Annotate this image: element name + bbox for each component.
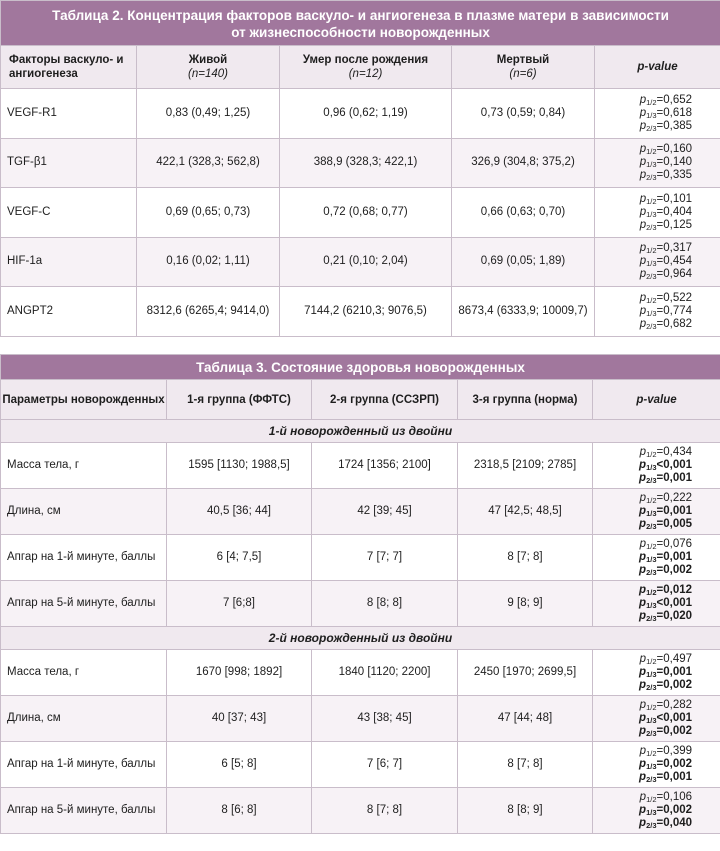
- value-group-1: 8 [6; 8]: [167, 788, 312, 834]
- p-value-number: =0,001: [656, 551, 693, 563]
- column-header-stillborn-label: Мертвый: [496, 54, 550, 66]
- p-value-number: =0,002: [656, 804, 693, 816]
- p-value-line: $p_{1/2}=0,101$: [639, 192, 693, 206]
- parameter-name: Апгар на 5-й минуте, баллы: [1, 788, 167, 834]
- p-value-line: $p_{1/2}=0,497$: [639, 653, 693, 666]
- column-header-p-value: p-value: [595, 46, 720, 89]
- column-header-stillborn: [452, 46, 595, 89]
- table-2-title-line-2: от жизнеспособности новорожденных: [231, 24, 490, 40]
- p-value-comparison: 1/3: [646, 110, 657, 120]
- value-stillborn: 0,66 (0,63; 0,70): [452, 188, 595, 238]
- p-value-number: =0,125: [656, 218, 693, 231]
- p-value-number: =0,002: [656, 564, 693, 576]
- value-alive: 0,16 (0,02; 1,11): [137, 237, 280, 287]
- p-value-comparison: 1/2: [646, 542, 657, 551]
- value-group-2: 1724 [1356; 2100]: [312, 443, 458, 489]
- p-value-line: $p_{2/3}=0,020$: [639, 610, 693, 623]
- table-3: [0, 354, 720, 834]
- p-value-line: $p_{2/3}=0,001$: [639, 472, 693, 485]
- p-value-number: =0,106: [656, 791, 693, 803]
- p-value-number: =0,076: [656, 538, 693, 550]
- p-value-number: =0,002: [656, 679, 693, 691]
- value-group-1: 40 [37; 43]: [167, 696, 312, 742]
- p-value-comparison: 1/2: [646, 588, 657, 597]
- value-group-1: 1670 [998; 1892]: [167, 650, 312, 696]
- p-value-line: $p_{2/3}=0,385$: [639, 119, 693, 133]
- p-value-cell: [593, 581, 720, 627]
- p-value-number: =0,002: [656, 758, 693, 770]
- value-group-1: 7 [6;8]: [167, 581, 312, 627]
- parameter-name: Апгар на 1-й минуте, баллы: [1, 742, 167, 788]
- p-value-number: =0,385: [656, 119, 693, 132]
- column-header-p-value: p-value: [593, 380, 720, 420]
- parameter-name: Масса тела, г: [1, 650, 167, 696]
- p-value-comparison: 1/2: [646, 246, 657, 256]
- value-died-after-birth: 7144,2 (6210,3; 9076,5): [280, 287, 452, 337]
- parameter-name: Длина, см: [1, 696, 167, 742]
- section-title: 1-й новорожденный из двойни: [1, 420, 720, 443]
- value-group-2: 8 [8; 8]: [312, 581, 458, 627]
- value-alive: 8312,6 (6265,4; 9414,0): [137, 287, 280, 337]
- value-group-2: 42 [39; 45]: [312, 489, 458, 535]
- p-value-number: =0,774: [656, 304, 693, 317]
- p-value-number: <0,001: [656, 597, 693, 609]
- value-alive: 422,1 (328,3; 562,8): [137, 138, 280, 188]
- p-value-line: $p_{1/3}=0,774$: [639, 304, 693, 318]
- p-value-comparison: 2/3: [646, 568, 657, 577]
- parameter-name: Длина, см: [1, 489, 167, 535]
- column-header-group-1: 1-я группа (ФФТС): [167, 380, 312, 420]
- value-stillborn: 326,9 (304,8; 375,2): [452, 138, 595, 188]
- value-stillborn: 0,69 (0,05; 1,89): [452, 237, 595, 287]
- table-row: [1, 287, 720, 337]
- p-value-comparison: 2/3: [646, 683, 657, 692]
- p-value-comparison: 2/3: [646, 821, 657, 830]
- table-row: [1, 535, 720, 581]
- section-row: [1, 627, 720, 650]
- value-group-1: 1595 [1130; 1988,5]: [167, 443, 312, 489]
- column-header-stillborn-n: (n=6): [509, 68, 537, 80]
- p-value-comparison: 1/3: [646, 509, 657, 518]
- p-value-number: =0,317: [656, 242, 693, 255]
- p-value-number: <0,001: [656, 459, 693, 471]
- p-value-cell: [595, 237, 720, 287]
- p-value-number: =0,652: [656, 93, 693, 106]
- value-group-1: 6 [5; 8]: [167, 742, 312, 788]
- p-value-line: $p_{1/2}=0,076$: [639, 538, 693, 551]
- factor-name: ANGPT2: [1, 287, 137, 337]
- p-value-number: =0,005: [656, 518, 693, 530]
- p-value-line: $p_{1/2}=0,160$: [639, 143, 693, 157]
- p-value-line: $p_{2/3}=0,125$: [639, 218, 693, 232]
- column-header-alive-label: Живой: [188, 54, 228, 66]
- table-row: [1, 696, 720, 742]
- p-value-number: =0,140: [656, 156, 693, 169]
- p-value-cell: [593, 535, 720, 581]
- p-value-line: $p_{1/2}=0,222$: [639, 492, 693, 505]
- table-row: [1, 138, 720, 188]
- p-value-number: <0,001: [656, 712, 693, 724]
- p-value-comparison: 1/3: [646, 670, 657, 679]
- p-value-line: $p_{1/3}<0,001$: [639, 712, 693, 725]
- column-header-alive: [137, 46, 280, 89]
- p-value-line: $p_{1/3}=0,404$: [639, 205, 693, 219]
- p-value-comparison: 2/3: [646, 222, 657, 232]
- p-value-line: $p_{1/3}=0,002$: [639, 758, 693, 771]
- table-row: [1, 489, 720, 535]
- p-value-comparison: 1/2: [646, 703, 657, 712]
- p-value-comparison: 1/2: [646, 196, 657, 206]
- p-value-number: =0,001: [656, 771, 693, 783]
- p-value-number: =0,454: [656, 255, 693, 268]
- column-header-factors: Факторы васкуло- и ангиогенеза: [1, 46, 137, 89]
- p-value-comparison: 1/3: [646, 463, 657, 472]
- value-group-2: 43 [38; 45]: [312, 696, 458, 742]
- p-value-line: $p_{1/2}=0,399$: [639, 745, 693, 758]
- p-value-comparison: 1/2: [646, 657, 657, 666]
- p-value-cell: [595, 188, 720, 238]
- p-value-number: =0,682: [656, 317, 693, 330]
- table-row: [1, 443, 720, 489]
- p-value-line: $p_{1/3}=0,002$: [639, 804, 693, 817]
- p-value-comparison: 1/3: [646, 762, 657, 771]
- p-value-number: =0,020: [656, 610, 693, 622]
- p-value-comparison: 2/3: [646, 123, 657, 133]
- p-value-comparison: 2/3: [646, 272, 657, 282]
- column-header-group-3: 3-я группа (норма): [458, 380, 593, 420]
- p-value-line: $p_{2/3}=0,002$: [639, 725, 693, 738]
- factor-name: VEGF-C: [1, 188, 137, 238]
- p-value-comparison: 2/3: [646, 476, 657, 485]
- value-group-3: 2318,5 [2109; 2785]: [458, 443, 593, 489]
- p-value-comparison: 1/2: [646, 147, 657, 157]
- value-stillborn: 0,73 (0,59; 0,84): [452, 89, 595, 139]
- table-row: [1, 742, 720, 788]
- value-group-3: 47 [44; 48]: [458, 696, 593, 742]
- value-group-2: 8 [7; 8]: [312, 788, 458, 834]
- p-value-line: $p_{2/3}=0,682$: [639, 317, 693, 331]
- p-value-line: $p_{1/3}=0,001$: [639, 505, 693, 518]
- factor-name: TGF-β1: [1, 138, 137, 188]
- table-row: [1, 188, 720, 238]
- table-row: [1, 650, 720, 696]
- p-value-comparison: 1/2: [646, 795, 657, 804]
- p-value-number: =0,335: [656, 169, 693, 182]
- p-value-number: =0,404: [656, 205, 693, 218]
- p-value-cell: [595, 89, 720, 139]
- p-value-comparison: 1/3: [646, 308, 657, 318]
- p-value-line: $p_{1/3}<0,001$: [639, 459, 693, 472]
- value-alive: 0,69 (0,65; 0,73): [137, 188, 280, 238]
- p-value-number: =0,222: [656, 492, 693, 504]
- value-died-after-birth: 0,96 (0,62; 1,19): [280, 89, 452, 139]
- parameter-name: Масса тела, г: [1, 443, 167, 489]
- p-value-line: $p_{2/3}=0,005$: [639, 518, 693, 531]
- p-value-number: =0,002: [656, 725, 693, 737]
- p-value-line: $p_{1/3}=0,454$: [639, 255, 693, 269]
- p-value-line: $p_{1/2}=0,012$: [639, 584, 693, 597]
- p-value-line: $p_{1/2}=0,522$: [639, 291, 693, 305]
- value-group-3: 2450 [1970; 2699,5]: [458, 650, 593, 696]
- value-group-3: 8 [8; 9]: [458, 788, 593, 834]
- p-value-line: $p_{1/3}=0,140$: [639, 156, 693, 170]
- p-value-comparison: 2/3: [646, 173, 657, 183]
- p-value-line: $p_{1/2}=0,317$: [639, 242, 693, 256]
- p-value-number: =0,012: [656, 584, 693, 596]
- p-value-line: $p_{1/3}=0,001$: [639, 666, 693, 679]
- p-value-line: $p_{2/3}=0,335$: [639, 169, 693, 183]
- p-value-number: =0,160: [656, 143, 693, 156]
- p-value-cell: [593, 489, 720, 535]
- value-group-3: 8 [7; 8]: [458, 535, 593, 581]
- p-value-comparison: 1/2: [646, 295, 657, 305]
- column-header-parameters: Параметры новорожденных: [1, 380, 167, 420]
- value-group-2: 1840 [1120; 2200]: [312, 650, 458, 696]
- section-title: 2-й новорожденный из двойни: [1, 627, 720, 650]
- value-died-after-birth: 0,72 (0,68; 0,77): [280, 188, 452, 238]
- p-value-cell: [593, 742, 720, 788]
- p-value-line: $p_{1/2}=0,434$: [639, 446, 693, 459]
- value-died-after-birth: 0,21 (0,10; 2,04): [280, 237, 452, 287]
- p-value-line: $p_{2/3}=0,002$: [639, 679, 693, 692]
- section-row: [1, 420, 720, 443]
- p-value-line: $p_{2/3}=0,002$: [639, 564, 693, 577]
- p-value-number: =0,434: [656, 446, 693, 458]
- value-group-3: 47 [42,5; 48,5]: [458, 489, 593, 535]
- p-value-comparison: 1/2: [646, 496, 657, 505]
- p-value-number: =0,618: [656, 106, 693, 119]
- p-value-comparison: 1/3: [646, 808, 657, 817]
- p-value-cell: [593, 650, 720, 696]
- table-row: [1, 581, 720, 627]
- table-2-title-line-1: Таблица 2. Концентрация факторов васкуло- и ангиогенеза в плазме матери в зависимости: [52, 7, 669, 23]
- parameter-name: Апгар на 1-й минуте, баллы: [1, 535, 167, 581]
- column-header-died-after-birth: [280, 46, 452, 89]
- p-value-cell: [593, 788, 720, 834]
- factor-name: HIF-1a: [1, 237, 137, 287]
- p-value-number: =0,497: [656, 653, 693, 665]
- p-value-line: $p_{1/2}=0,652$: [639, 93, 693, 107]
- p-value-number: =0,001: [656, 472, 693, 484]
- factor-name: VEGF-R1: [1, 89, 137, 139]
- p-value-comparison: 1/3: [646, 259, 657, 269]
- p-value-cell: [595, 287, 720, 337]
- column-header-died-label: Умер после рождения: [302, 54, 429, 66]
- parameter-name: Апгар на 5-й минуте, баллы: [1, 581, 167, 627]
- p-value-number: =0,522: [656, 291, 693, 304]
- value-alive: 0,83 (0,49; 1,25): [137, 89, 280, 139]
- table-row: [1, 788, 720, 834]
- value-group-2: 7 [7; 7]: [312, 535, 458, 581]
- p-value-comparison: 2/3: [646, 522, 657, 531]
- p-value-line: $p_{1/2}=0,106$: [639, 791, 693, 804]
- p-value-number: =0,282: [656, 699, 693, 711]
- p-value-number: =0,040: [656, 817, 693, 829]
- p-value-line: $p_{1/3}<0,001$: [639, 597, 693, 610]
- p-value-line: $p_{2/3}=0,040$: [639, 817, 693, 830]
- table-row: [1, 89, 720, 139]
- p-value-number: =0,001: [656, 666, 693, 678]
- column-header-alive-n: (n=140): [188, 68, 228, 80]
- p-value-line: $p_{1/3}=0,618$: [639, 106, 693, 120]
- p-value-comparison: 2/3: [646, 775, 657, 784]
- p-value-comparison: 1/2: [646, 97, 657, 107]
- value-group-3: 8 [7; 8]: [458, 742, 593, 788]
- value-group-2: 7 [6; 7]: [312, 742, 458, 788]
- p-value-cell: [595, 138, 720, 188]
- value-group-3: 9 [8; 9]: [458, 581, 593, 627]
- value-group-1: 6 [4; 7,5]: [167, 535, 312, 581]
- p-value-comparison: 1/3: [646, 209, 657, 219]
- p-value-comparison: 2/3: [646, 614, 657, 623]
- p-value-comparison: 1/3: [646, 601, 657, 610]
- value-died-after-birth: 388,9 (328,3; 422,1): [280, 138, 452, 188]
- p-value-line: $p_{1/3}=0,001$: [639, 551, 693, 564]
- value-stillborn: 8673,4 (6333,9; 10009,7): [452, 287, 595, 337]
- p-value-comparison: 1/2: [646, 749, 657, 758]
- p-value-cell: [593, 443, 720, 489]
- p-value-comparison: 2/3: [646, 321, 657, 331]
- p-value-number: =0,101: [656, 192, 693, 205]
- p-value-comparison: 2/3: [646, 729, 657, 738]
- p-value-cell: [593, 696, 720, 742]
- column-header-group-2: 2-я группа (ССЗРП): [312, 380, 458, 420]
- table-row: [1, 237, 720, 287]
- table-2-title: [1, 1, 720, 46]
- p-value-comparison: 1/3: [646, 716, 657, 725]
- table-3-title: Таблица 3. Состояние здоровья новорожденных: [1, 355, 720, 380]
- p-value-number: =0,001: [656, 505, 693, 517]
- p-value-number: =0,399: [656, 745, 693, 757]
- p-value-comparison: 1/3: [646, 160, 657, 170]
- p-value-line: $p_{2/3}=0,001$: [639, 771, 693, 784]
- p-value-comparison: 1/3: [646, 555, 657, 564]
- table-2: [0, 0, 720, 337]
- p-value-line: $p_{2/3}=0,964$: [639, 268, 693, 282]
- p-value-number: =0,964: [656, 268, 693, 281]
- value-group-1: 40,5 [36; 44]: [167, 489, 312, 535]
- p-value-comparison: 1/2: [646, 450, 657, 459]
- column-header-died-n: (n=12): [348, 68, 383, 80]
- p-value-line: $p_{1/2}=0,282$: [639, 699, 693, 712]
